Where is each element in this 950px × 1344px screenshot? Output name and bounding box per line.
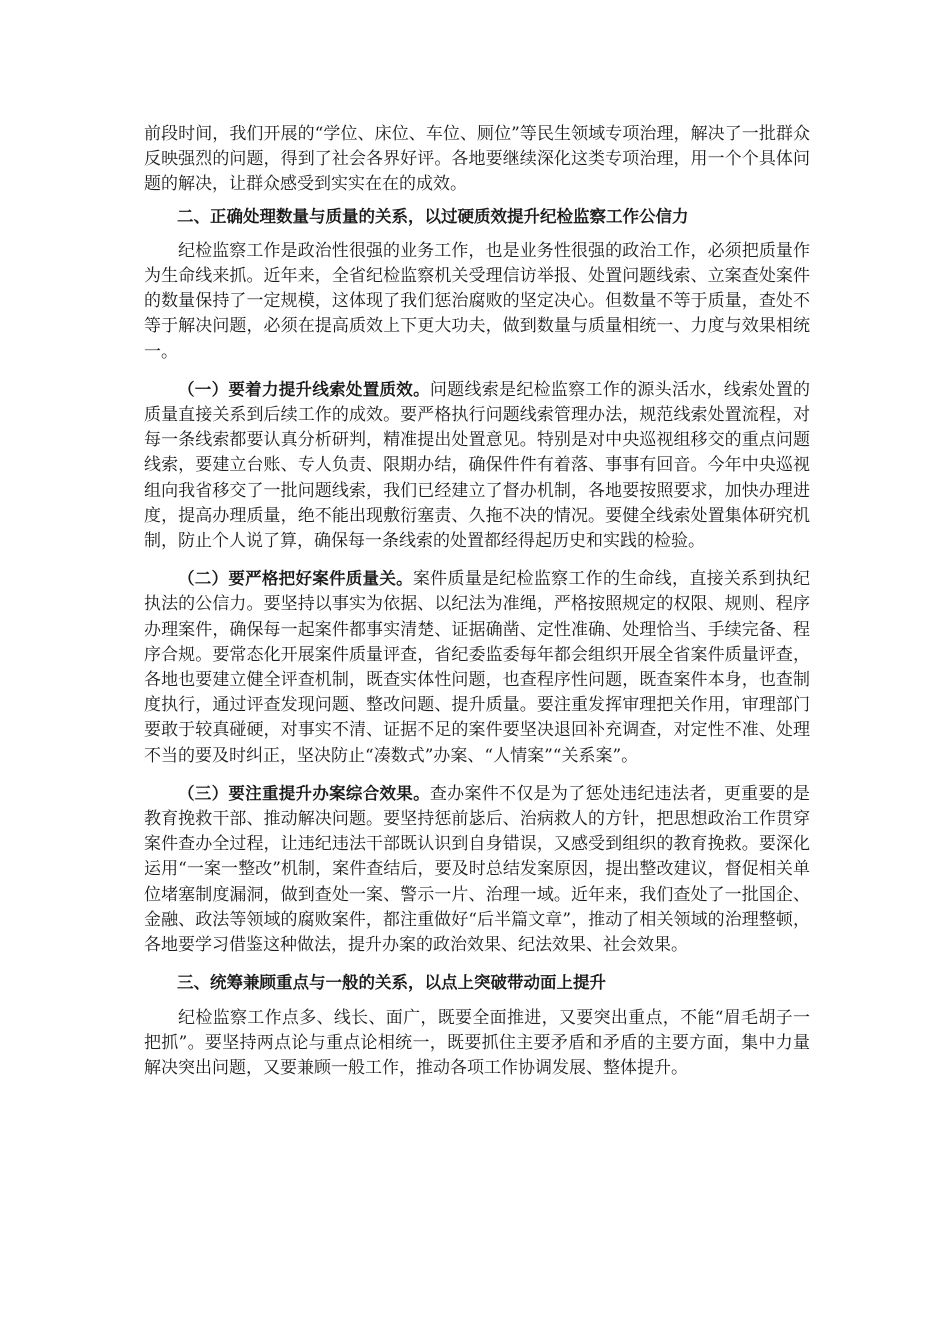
section-heading-3: 三、统筹兼顾重点与一般的关系，以点上突破带动面上提升 — [177, 973, 606, 993]
paragraph-intro: 前段时间，我们开展的“学位、床位、车位、厕位”等民生领域专项治理，解决了一批群众反映强烈的问题，得到了社会各界好评。各地要继续深化这类专项治理，用一个个具体问题的解决，让群众感受到实实在在的成效。 — [144, 124, 810, 195]
subsection-2-lead: （二）要严格把好案件质量关。 — [178, 569, 413, 589]
document-page — [144, 122, 810, 1087]
subsection-1 — [144, 377, 810, 554]
subsection-2-body: 案件质量是纪检监察工作的生命线，直接关系到执纪执法的公信力。要坚持以事实为依据、以纪法为准绳，严格按照规定的权限、规则、程序办理案件，确保每一起案件都事实清楚、证据确凿、定性准确、处理恰当、手续完备、程序合规。要常态化开展案件质量评查，省纪委监委每年都会组织开展全省案件质量评查，各地也要建立健全评查机制，既查实体性问题，也查程序性问题，既查案件本身，也查制度执行，通过评查发现问题、整改问题、提升质量。要注重发挥审理把关作用，审理部门要敢于较真碰硬，对事实不清、证据不足的案件要坚决退回补充调查，对定性不准、处理不当的要及时纠正，坚决防止“凑数式”办案、“人情案”“关系案”。 — [144, 569, 811, 766]
paragraph-focus: 纪检监察工作点多、线长、面广，既要全面推进，又要突出重点，不能“眉毛胡子一把抓”。要坚持两点论与重点论相统一，既要抓住主要矛盾和矛盾的主要方面，集中力量解决突出问题，又要兼顾一般工作，推动各项工作协调发展、整体提升。 — [144, 1007, 810, 1078]
subsection-2 — [144, 566, 810, 769]
section-heading-2: 二、正确处理数量与质量的关系，以过硬质效提升纪检监察工作公信力 — [177, 206, 689, 226]
paragraph-quality: 纪检监察工作是政治性很强的业务工作，也是业务性很强的政治工作，必须把质量作为生命线来抓。近年来，全省纪检监察机关受理信访举报、处置问题线索、立案查处案件的数量保持了一定规模，这体现了我们惩治腐败的坚定决心。但数量不等于质量，查处不等于解决问题，必须在提高质效上下更大功夫，做到数量与质量相统一、力度与效果相统一。 — [144, 240, 810, 362]
subsection-1-lead: （一）要着力提升线索处置质效。 — [178, 379, 430, 399]
subsection-3 — [144, 781, 810, 958]
subsection-3-lead: （三）要注重提升办案综合效果。 — [178, 783, 430, 803]
subsection-3-body: 查办案件不仅是为了惩处违纪违法者，更重要的是教育挽救干部、推动解决问题。要坚持惩前毖后、治病救人的方针，把思想政治工作贯穿案件查办全过程，让违纪违法干部既认识到自身错误，又感受到组织的教育挽救。要深化运用“一案一整改”机制，案件查结后，要及时总结发案原因，提出整改建议，督促相关单位堵塞制度漏洞，做到查处一案、警示一片、治理一域。近年来，我们查处了一批国企、金融、政法等领域的腐败案件，都注重做好“后半篇文章”，推动了相关领域的治理整顿，各地要学习借鉴这种做法，提升办案的政治效果、纪法效果、社会效果。 — [144, 783, 810, 956]
subsection-1-body: 问题线索是纪检监察工作的源头活水，线索处置的质量直接关系到后续工作的成效。要严格执行问题线索管理办法，规范线索处置流程，对每一条线索都要认真分析研判，精准提出处置意见。特别是对中央巡视组移交的重点问题线索，要建立台账、专人负责、限期办结，确保件件有着落、事事有回音。今年中央巡视组向我省移交了一批问题线索，我们已经建立了督办机制，各地要按照要求，加快办理进度，提高办理质量，绝不能出现敷衍塞责、久拖不决的情况。要健全线索处置集体研究机制，防止个人说了算，确保每一条线索的处置都经得起历史和实践的检验。 — [144, 379, 810, 552]
